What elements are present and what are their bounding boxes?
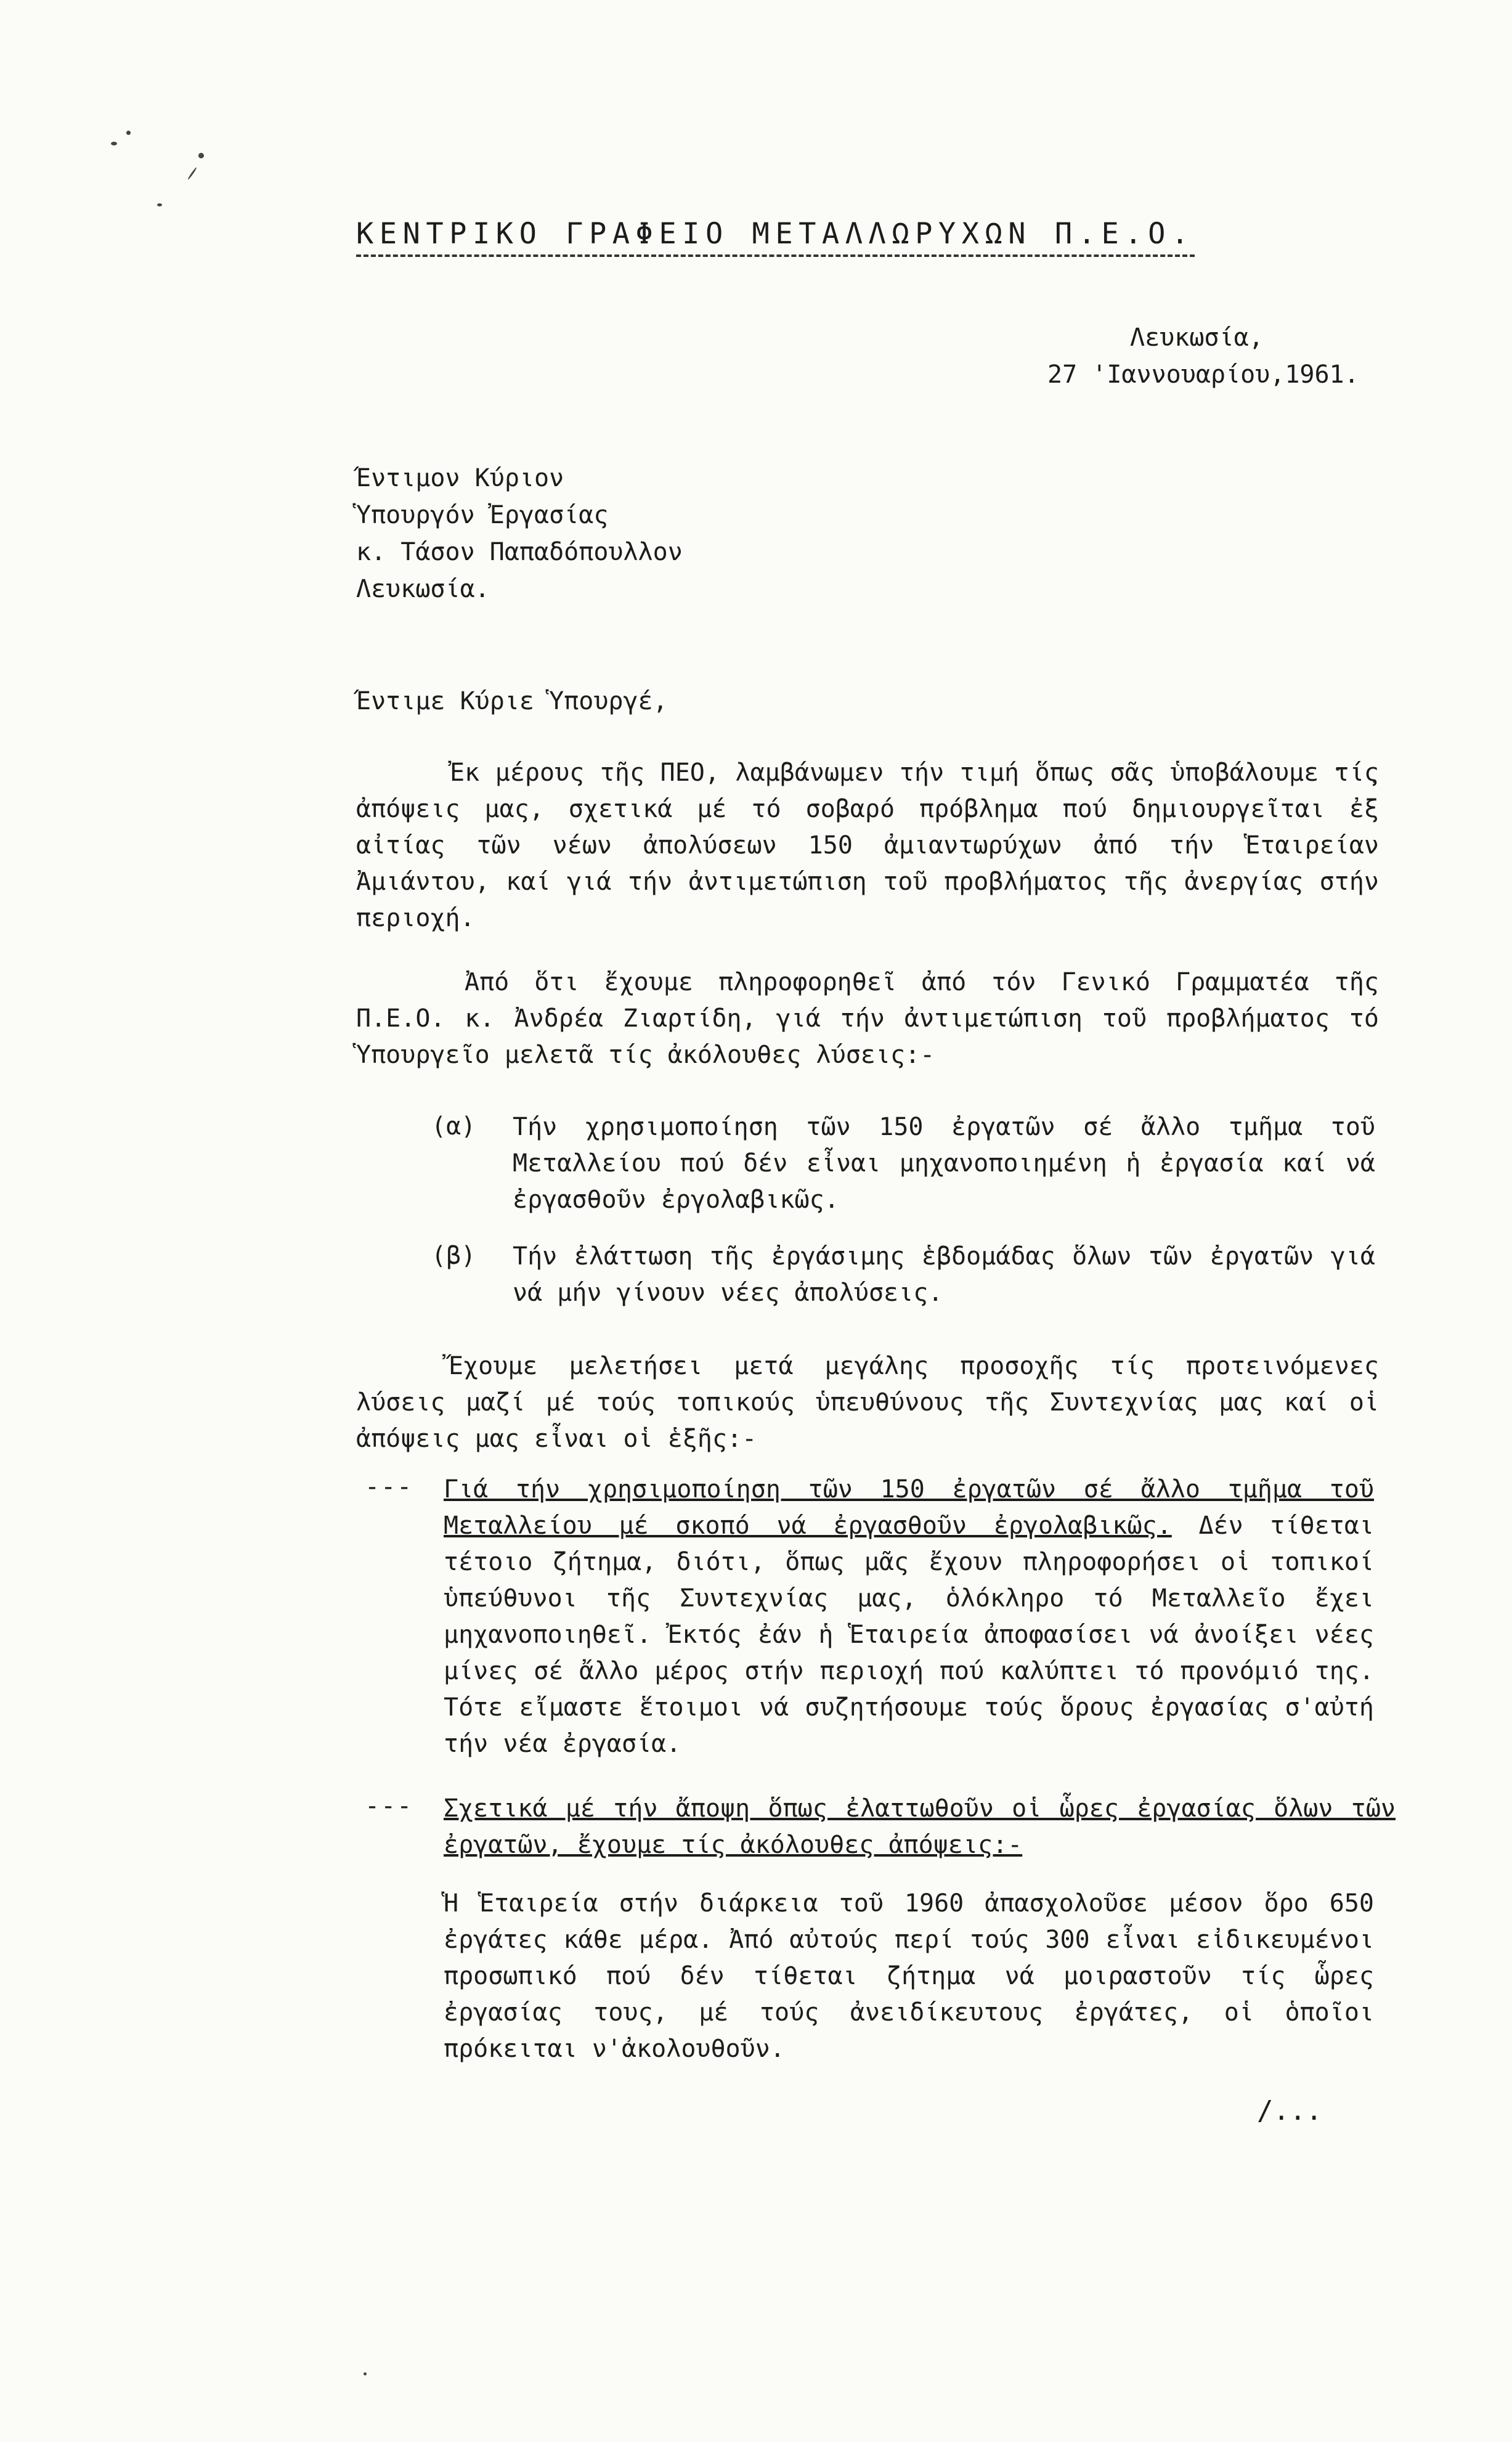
scan-speck [126, 131, 131, 135]
point-2-heading: Σχετικά μέ τήν ἄποψη ὅπως ἐλαττωθοῦν οἱ ὧρες ἐργασίας ὅλων τῶν ἐργατῶν, ἔχουμε τίς ἀκόλουθες ἀπόψεις:- [444, 1794, 1396, 1859]
recipient-line-2: Ὑπουργόν Ἐργασίας [356, 501, 609, 529]
point-1-text: Δέν τίθεται τέτοιο ζήτημα, διότι, ὅπως μᾶς ἔχουν πληροφορήσει οἱ τοπικοί ὑπεύθυνοι τῆς Συντεχνίας μας, ὁλόκληρο τό Μεταλλεῖο ἔχει μηχανοποιηθεῖ. Ἐκτός ἐάν ἡ Ἑταιρεία ἀποφασίσει νά ἀνοίξει νέες μίνες σέ ἄλλο μέρος στήν περιοχή πού καλύπτει τό προνόμιό της. Τότε εἴμαστε ἕτοιμοι νά συζητήσουμε τούς ὅρους ἐργασίας σ'αὐτή τήν νέα ἐργασία. [444, 1512, 1374, 1758]
recipient-line-1: Έντιμον Κύριον [356, 464, 564, 492]
scan-speck [157, 203, 162, 206]
continuation-mark: /... [1257, 2095, 1322, 2127]
item-b-label: (β) [431, 1242, 476, 1270]
point-1-heading: Γιά τήν χρησιμοποίηση τῶν 150 ἐργατῶν σέ ἄλλο τμῆμα τοῦ Μεταλλείου μέ σκοπό νά ἐργασθοῦν ἐργολαβικῶς. [444, 1475, 1374, 1540]
recipient-line-3: κ. Τάσον Παπαδόπουλλον [356, 538, 683, 566]
paragraph-3: Ἔχουμε μελετήσει μετά μεγάλης προσοχῆς τίς προτεινόμενες λύσεις μαζί μέ τούς τοπικούς ὑπευθύνους τῆς Συντεχνίας μας καί οἱ ἀπόψεις μας εἶναι οἱ ἑξῆς:- [356, 1352, 1379, 1453]
point-1-dash: --- [365, 1473, 413, 1501]
paragraph-1: Ἐκ μέρους τῆς ΠΕΟ, λαμβάνωμεν τήν τιμή ὅπως σᾶς ὑποβάλουμε τίς ἀπόψεις μας, σχετικά μέ τό σοβαρό πρόβλημα πού δημιουργεῖται ἐξ αἰτίας τῶν νέων ἀπολύσεων 150 ἀμιαντωρύχων ἀπό τήν Ἑταιρείαν Ἀμιάντου, καί γιά τήν ἀντιμετώπιση τοῦ προβλήματος τῆς ἀνεργίας στήν περιοχή. [356, 759, 1379, 932]
scan-speck [198, 153, 204, 158]
recipient-line-4: Λευκωσία. [356, 575, 490, 603]
point-2-text: Ἡ Ἑταιρεία στήν διάρκεια τοῦ 1960 ἀπασχολοῦσε μέσον ὅρο 650 ἐργάτες κάθε μέρα. Ἀπό αὐτούς περί τούς 300 εἶναι εἰδικευμένοι προσωπικό πού δέν τίθεται ζήτημα νά μοιραστοῦν τίς ὧρες ἐργασίας τους, μέ τούς ἀνειδίκευτους ἐργάτες, οἱ ὁποῖοι πρόκειται ν'ἀκολουθοῦν. [444, 1889, 1374, 2063]
scan-speck [364, 2372, 367, 2375]
salutation: Έντιμε Κύριε Ὑπουργέ, [356, 687, 668, 715]
scan-speck [187, 167, 197, 180]
item-a-label: (α) [431, 1112, 476, 1141]
paragraph-2: Ἀπό ὅτι ἔχουμε πληροφορηθεῖ ἀπό τόν Γενικό Γραμματέα τῆς Π.Ε.Ο. κ. Ἀνδρέα Ζιαρτίδη, γιά τήν ἀντιμετώπιση τοῦ προβλήματος τό Ὑπουργεῖο μελετᾶ τίς ἀκόλουθες λύσεις:- [356, 968, 1379, 1069]
item-a-text: Τήν χρησιμοποίηση τῶν 150 ἐργατῶν σέ ἄλλο τμῆμα τοῦ Μεταλλείου πού δέν εἶναι μηχανοποιημένη ἡ ἐργασία καί νά ἐργασθοῦν ἐργολαβικῶς. [513, 1113, 1375, 1214]
dateline-date: 27 'Ιαννουαρίου,1961. [1047, 360, 1359, 389]
item-b-text: Τήν ἐλάττωση τῆς ἐργάσιμης ἑβδομάδας ὅλων τῶν ἐργατῶν γιά νά μήν γίνουν νέες ἀπολύσεις. [513, 1242, 1375, 1307]
point-1 [444, 1471, 1374, 1762]
point-2-dash: --- [365, 1792, 413, 1820]
scan-speck [111, 142, 117, 145]
dateline-city: Λευκωσία, [1130, 324, 1264, 352]
letterhead-title: ΚΕΝΤΡΙΚΟ ΓΡΑΦΕΙΟ ΜΕΤΑΛΛΩΡΥΧΩΝ Π.Ε.Ο. [356, 217, 1195, 257]
